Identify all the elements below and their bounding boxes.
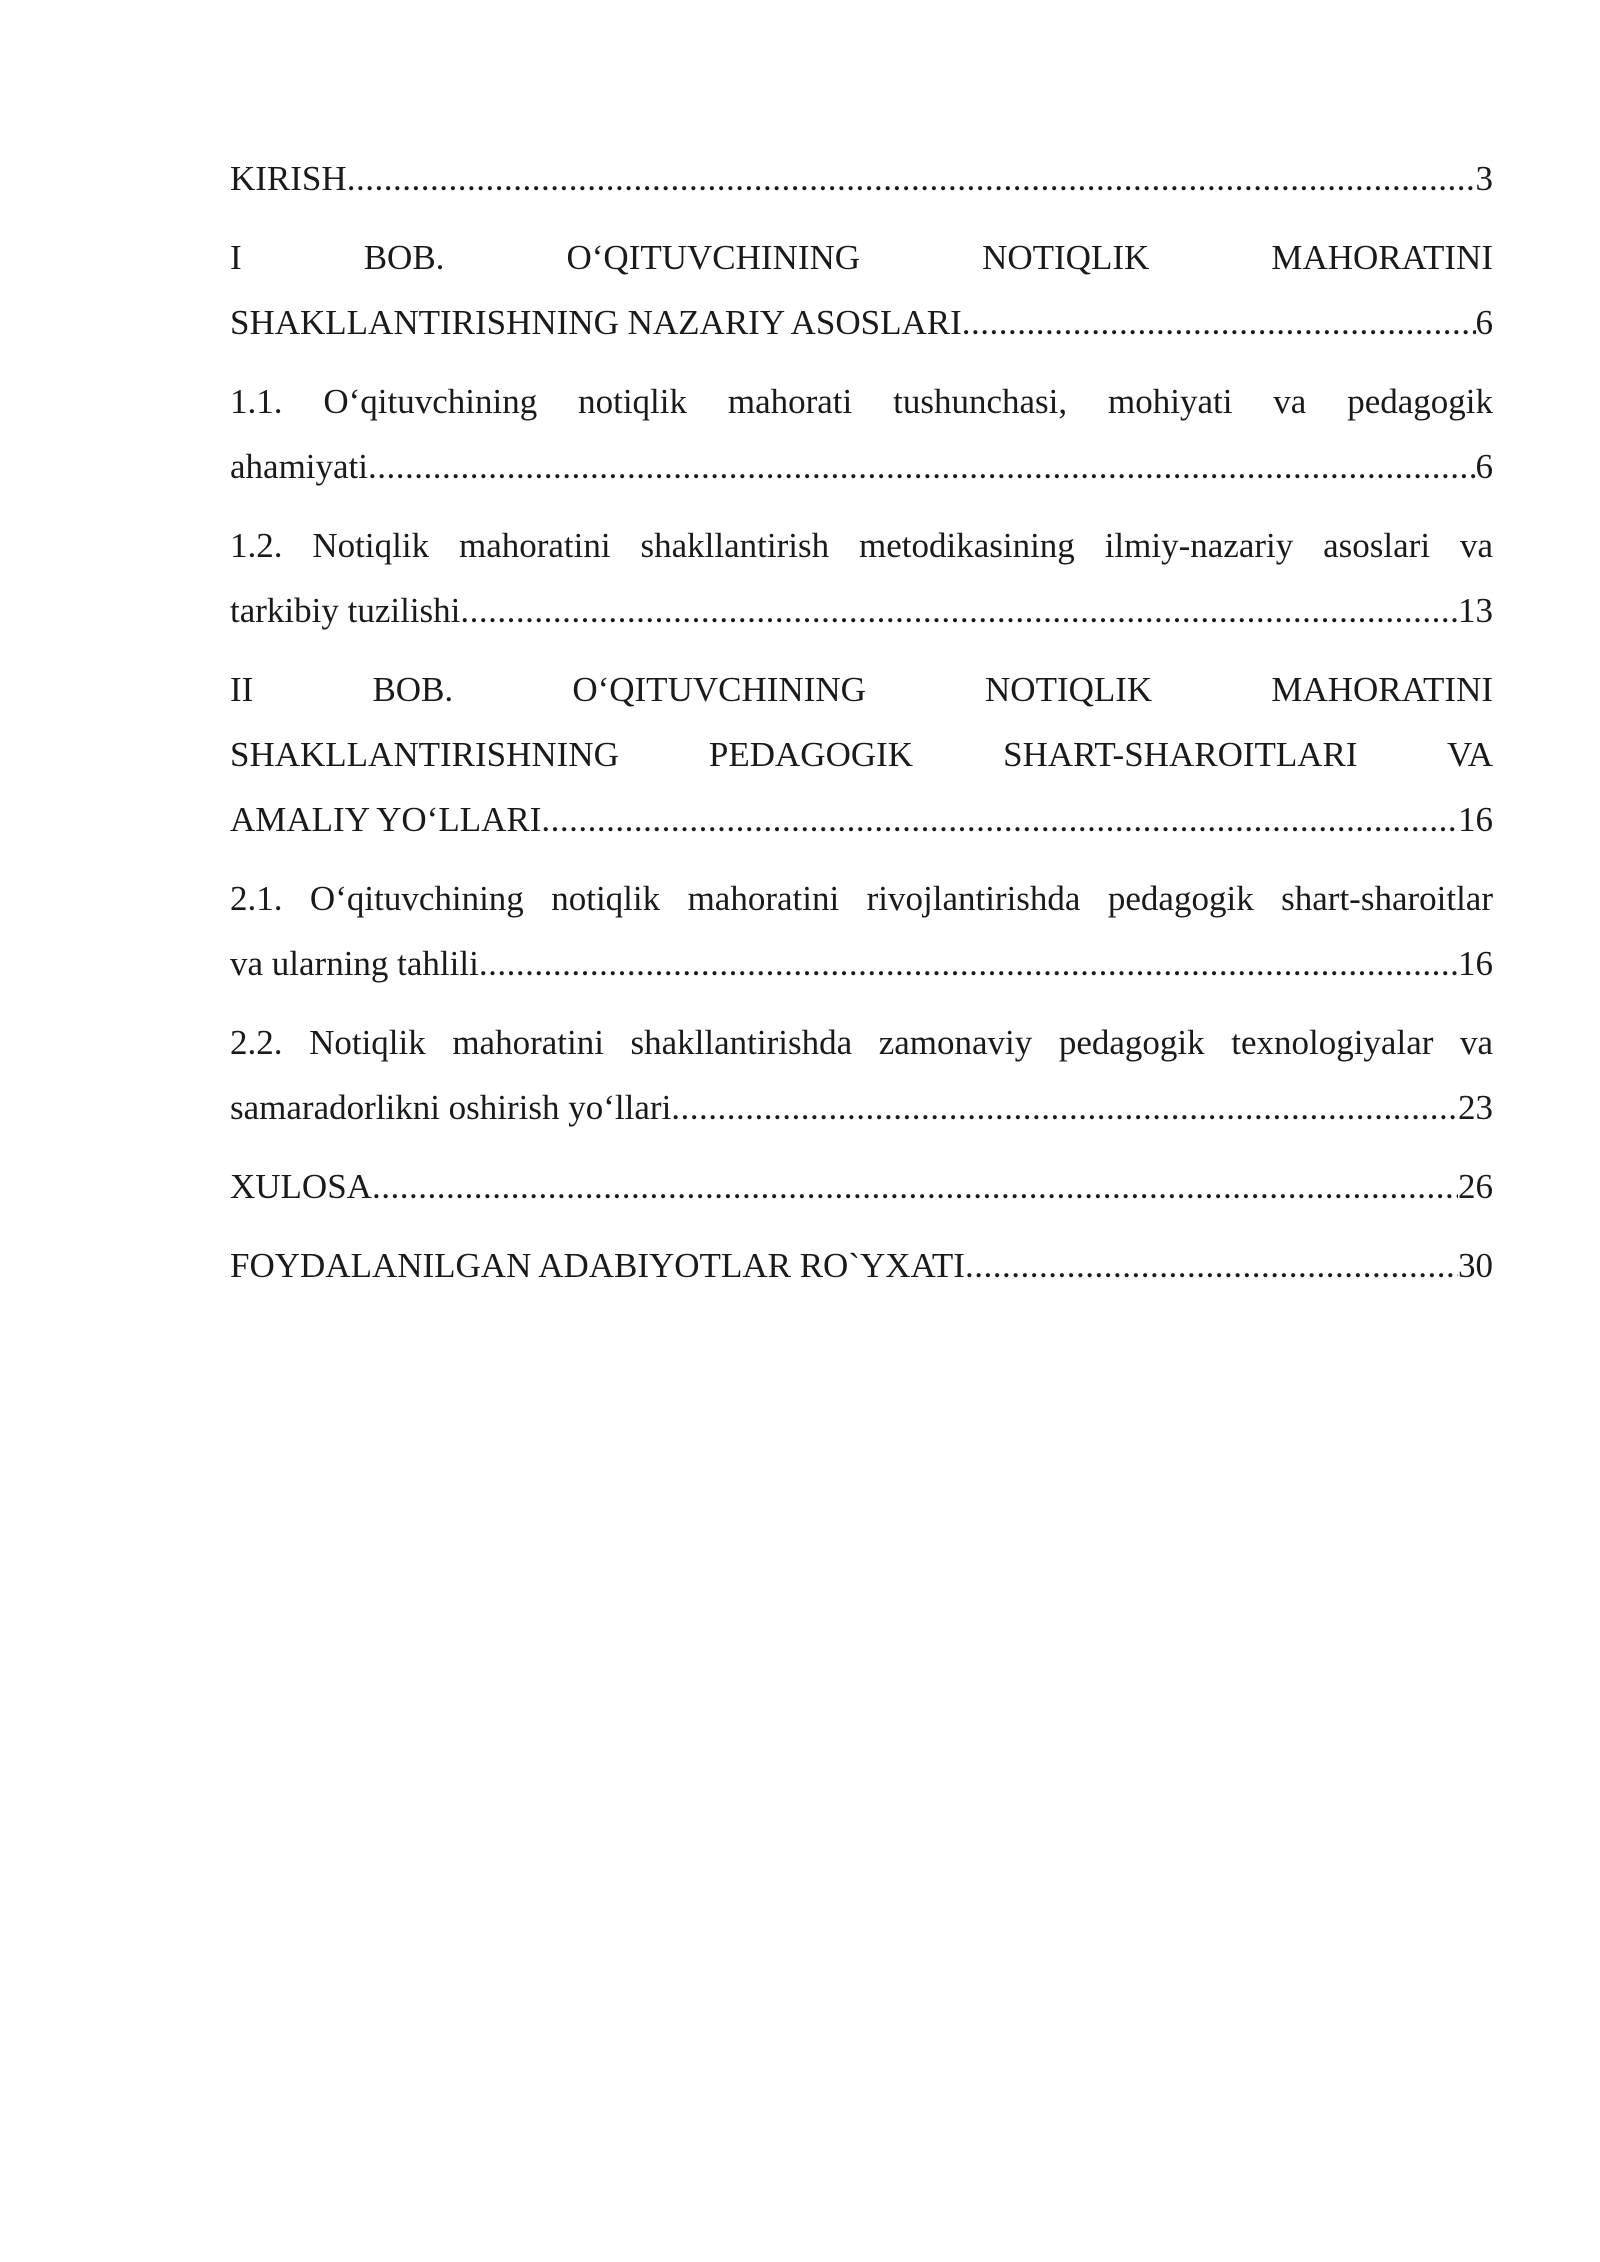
toc-page-number: 16 xyxy=(1458,800,1493,839)
toc-entry-title: KIRISH xyxy=(230,159,347,198)
toc-entry-title-line: II BOB. O‘QITUVCHINING NOTIQLIK MAHORATINI xyxy=(230,670,1493,709)
toc-entry-title: ahamiyati xyxy=(230,447,369,486)
dot-leader xyxy=(962,290,1476,355)
toc-entry-title-line: SHAKLLANTIRISHNING PEDAGOGIK SHART-SHAROITLARI VA xyxy=(230,735,1493,774)
toc-entry-section-2-2[interactable] xyxy=(230,1010,1493,1140)
toc-entry-section-1-1[interactable] xyxy=(230,369,1493,499)
toc-entry-title: va ularning tahlili xyxy=(230,944,479,983)
toc-entry-references[interactable] xyxy=(230,1233,1493,1298)
toc-entry-xulosa[interactable] xyxy=(230,1154,1493,1219)
toc-entry-line xyxy=(230,787,1493,852)
toc-entry-title-line: 1.2. Notiqlik mahoratini shakllantirish metodikasining ilmiy-nazariy asoslari va xyxy=(230,526,1493,565)
toc-entry-line xyxy=(230,1154,1493,1219)
toc-entry-section-1-2[interactable] xyxy=(230,513,1493,643)
dot-leader xyxy=(671,1075,1458,1140)
dot-leader xyxy=(541,787,1458,852)
toc-entry-line xyxy=(230,1075,1493,1140)
toc-page-number: 23 xyxy=(1458,1088,1493,1127)
toc-page-number: 30 xyxy=(1458,1246,1493,1285)
toc-page-number: 6 xyxy=(1475,303,1493,342)
toc-entry-title: SHAKLLANTIRISHNING NAZARIY ASOSLARI xyxy=(230,303,962,342)
toc-page-number: 16 xyxy=(1458,944,1493,983)
toc-entry-title-line: 1.1. O‘qituvchining notiqlik mahorati tushunchasi, mohiyati va pedagogik xyxy=(230,382,1493,421)
toc-entry-title-line: 2.2. Notiqlik mahoratini shakllantirishda zamonaviy pedagogik texnologiyalar va xyxy=(230,1023,1493,1062)
toc-entry-title: FOYDALANILGAN ADABIYOTLAR RO`YXATI xyxy=(230,1246,965,1285)
toc-page-number: 6 xyxy=(1475,447,1493,486)
toc-entry-title: samaradorlikni oshirish yo‘llari xyxy=(230,1088,672,1127)
toc-entry-line xyxy=(230,146,1493,211)
toc-entry-section-2-1[interactable] xyxy=(230,866,1493,996)
toc-entry-line xyxy=(230,931,1493,996)
toc-page-number: 3 xyxy=(1475,159,1493,198)
toc-entry-title: XULOSA xyxy=(230,1167,372,1206)
toc-page-number: 26 xyxy=(1458,1167,1493,1206)
toc-entry-line xyxy=(230,578,1493,643)
toc-entry-line xyxy=(230,290,1493,355)
toc-entry-title: tarkibiy tuzilishi xyxy=(230,591,461,630)
toc-entry-title: AMALIY YO‘LLARI xyxy=(230,800,542,839)
toc-entry-kirish[interactable] xyxy=(230,146,1493,211)
dot-leader xyxy=(368,434,1475,499)
dot-leader xyxy=(347,146,1476,211)
toc-entry-line xyxy=(230,1233,1493,1298)
table-of-contents xyxy=(230,146,1493,1312)
dot-leader xyxy=(460,578,1458,643)
toc-entry-title-line: I BOB. O‘QITUVCHINING NOTIQLIK MAHORATINI xyxy=(230,238,1493,277)
toc-entry-chapter-2[interactable] xyxy=(230,657,1493,852)
dot-leader xyxy=(965,1233,1458,1298)
toc-entry-chapter-1[interactable] xyxy=(230,225,1493,355)
toc-page-number: 13 xyxy=(1458,591,1493,630)
toc-entry-line xyxy=(230,434,1493,499)
dot-leader xyxy=(479,931,1458,996)
dot-leader xyxy=(372,1154,1458,1219)
toc-entry-title-line: 2.1. O‘qituvchining notiqlik mahoratini rivojlantirishda pedagogik shart-sharoitlar xyxy=(230,879,1493,918)
